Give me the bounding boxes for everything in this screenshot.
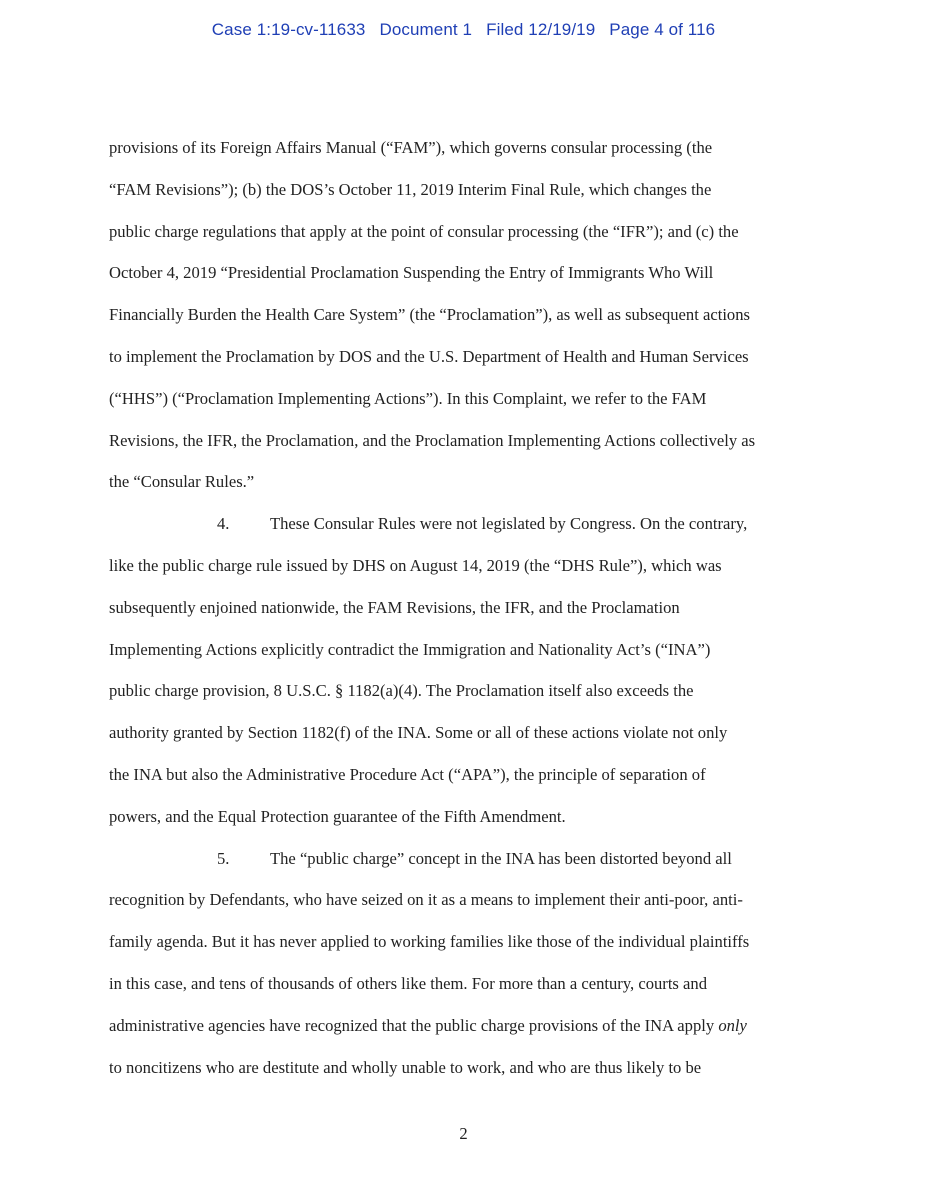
page-count: Page 4 of 116 xyxy=(609,20,716,39)
text-line: public charge regulations that apply at the point of consular processing (the “IFR”); and (c) the xyxy=(109,221,739,241)
text-line: in this case, and tens of thousands of others like them. For more than a century, courts and xyxy=(109,973,707,993)
paragraph-number: 5. xyxy=(217,848,230,868)
text-line: Financially Burden the Health Care System” (the “Proclamation”), as well as subsequent actions xyxy=(109,305,750,325)
text-line: to noncitizens who are destitute and wholly unable to work, and who are thus likely to be xyxy=(109,1057,702,1077)
paragraph-5-first-line xyxy=(109,838,829,880)
document-number: Document 1 xyxy=(379,20,473,39)
paragraph-text: The “public charge” concept in the INA has been distorted beyond all xyxy=(270,848,732,868)
text-line: the INA but also the Administrative Procedure Act (“APA”), the principle of separation of xyxy=(109,764,706,784)
text-line: Revisions, the IFR, the Proclamation, and the Proclamation Implementing Actions collectively as xyxy=(109,430,756,450)
text-line: provisions of its Foreign Affairs Manual (“FAM”), which governs consular processing (the xyxy=(109,138,713,157)
emphasized-word: only xyxy=(718,1015,747,1035)
text-line: authority granted by Section 1182(f) of the INA. Some or all of these actions violate not only xyxy=(109,723,728,743)
text-line: (“HHS”) (“Proclamation Implementing Actions”). In this Complaint, we refer to the FAM xyxy=(109,388,707,408)
page-number: 2 xyxy=(459,1124,468,1143)
text-line-with-emphasis xyxy=(109,1005,829,1047)
text-line: October 4, 2019 “Presidential Proclamation Suspending the Entry of Immigrants Who Will xyxy=(109,263,714,283)
text-line: Implementing Actions explicitly contradict the Immigration and Nationality Act’s (“INA”) xyxy=(109,639,711,659)
text-line: to implement the Proclamation by DOS and the U.S. Department of Health and Human Services xyxy=(109,346,749,366)
text-line: like the public charge rule issued by DHS on August 14, 2019 (the “DHS Rule”), which was xyxy=(109,555,722,575)
document-body xyxy=(109,127,829,1088)
text-line: recognition by Defendants, who have seized on it as a means to implement their anti-poor, anti- xyxy=(109,890,743,910)
paragraph-number: 4. xyxy=(217,514,230,534)
text-run: administrative agencies have recognized that the public charge provisions of the INA apply xyxy=(109,1015,719,1035)
text-line: “FAM Revisions”); (b) the DOS’s October 11, 2019 Interim Final Rule, which changes the xyxy=(109,179,712,199)
filed-date: Filed 12/19/19 xyxy=(486,20,596,39)
text-line: public charge provision, 8 U.S.C. § 1182(a)(4). The Proclamation itself also exceeds the xyxy=(109,681,694,701)
paragraph-4-first-line xyxy=(109,503,829,545)
text-line: subsequently enjoined nationwide, the FAM Revisions, the IFR, and the Proclamation xyxy=(109,597,680,617)
text-line: family agenda. But it has never applied to working families like those of the individual plaintiffs xyxy=(109,932,750,952)
court-filing-header xyxy=(0,20,927,40)
text-line: the “Consular Rules.” xyxy=(109,472,255,492)
paragraph-text: These Consular Rules were not legislated by Congress. On the contrary, xyxy=(270,514,748,534)
case-number: Case 1:19-cv-11633 xyxy=(211,20,366,39)
text-line: powers, and the Equal Protection guarantee of the Fifth Amendment. xyxy=(109,806,566,826)
